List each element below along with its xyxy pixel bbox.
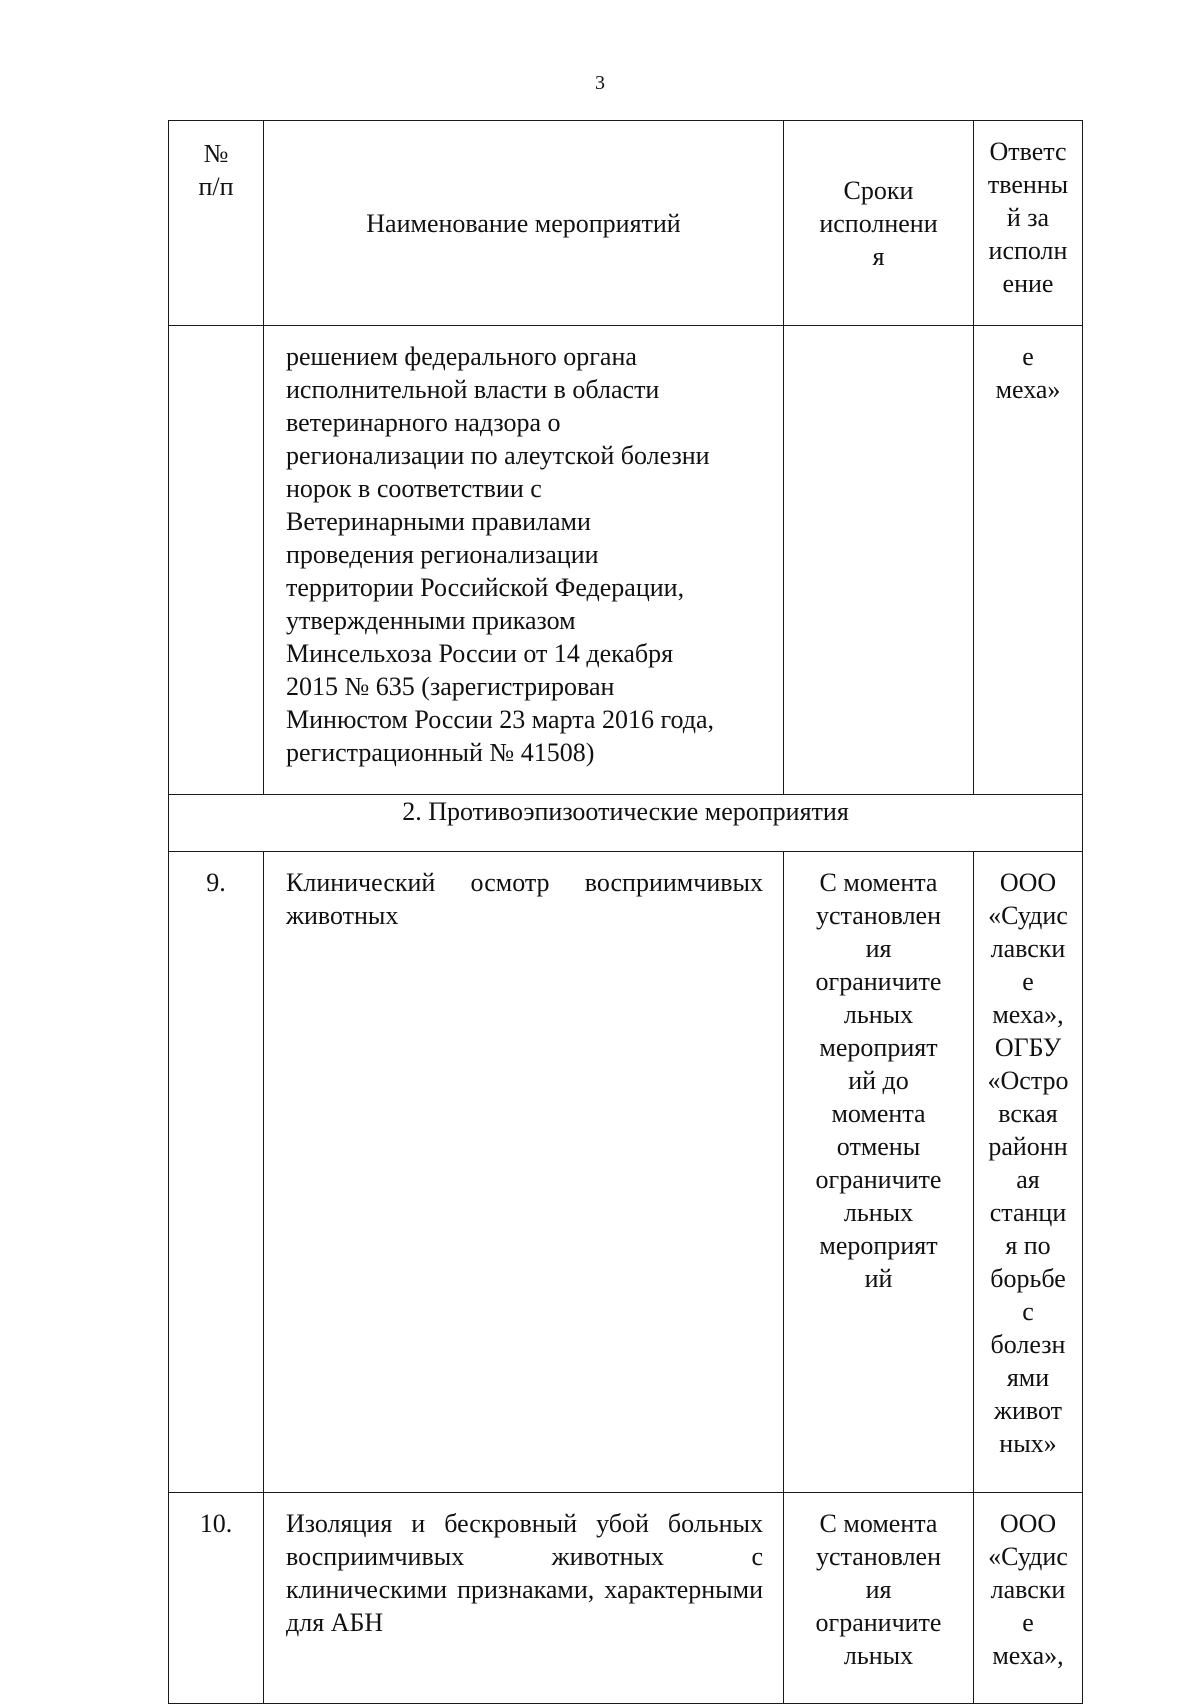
continuation-num-cell [169,326,264,795]
continuation-date-cell [784,326,974,795]
row-measure-name: Клинический осмотр восприимчивых животных [264,852,784,1493]
continuation-responsible-cell: е меха» [974,326,1083,795]
table-header-row [169,121,1083,326]
section-header-row [169,795,1083,852]
row-number: 9. [169,852,264,1493]
row-responsible: ООО «Судис лавски е меха», ОГБУ «Остро вская районн ая станци я по борьбе с болезн ями живот ных» [974,852,1083,1493]
section-title: 2. Противоэпизоотические мероприятия [169,795,1083,852]
table-row [169,852,1083,1493]
page-number: 3 [595,72,605,94]
row-measure-name: Изоляция и бескровный убой больных восприимчивых животных с клиническими признаками, характерными для АБН [264,1493,784,1704]
measures-table [168,120,1083,1704]
row-number: 10. [169,1493,264,1704]
table-row [169,1493,1083,1704]
header-date: Сроки исполнени я [784,121,974,326]
row-deadline: С момента установлен ия ограничите льных мероприят ий до момента отмены ограничите льных мероприят ий [784,852,974,1493]
table-row-continuation [169,326,1083,795]
header-name: Наименование мероприятий [264,121,784,326]
row-responsible: ООО «Судис лавски е меха», [974,1493,1083,1704]
continuation-name-cell: решением федерального органа исполнительной власти в области ветеринарного надзора о регионализации по алеутской болезни норок в соответствии с Ветеринарными правилами проведения регионализации территории Российской Федерации, утвержденными приказом Минсельхоза России от 14 декабря 2015 № 635 (зарегистрирован Минюстом России 23 марта 2016 года, регистрационный № 41508) [264,326,784,795]
row-deadline: С момента установлен ия ограничите льных [784,1493,974,1704]
header-num: № п/п [169,121,264,326]
header-responsible: Ответс твенны й за исполн ение [974,121,1083,326]
